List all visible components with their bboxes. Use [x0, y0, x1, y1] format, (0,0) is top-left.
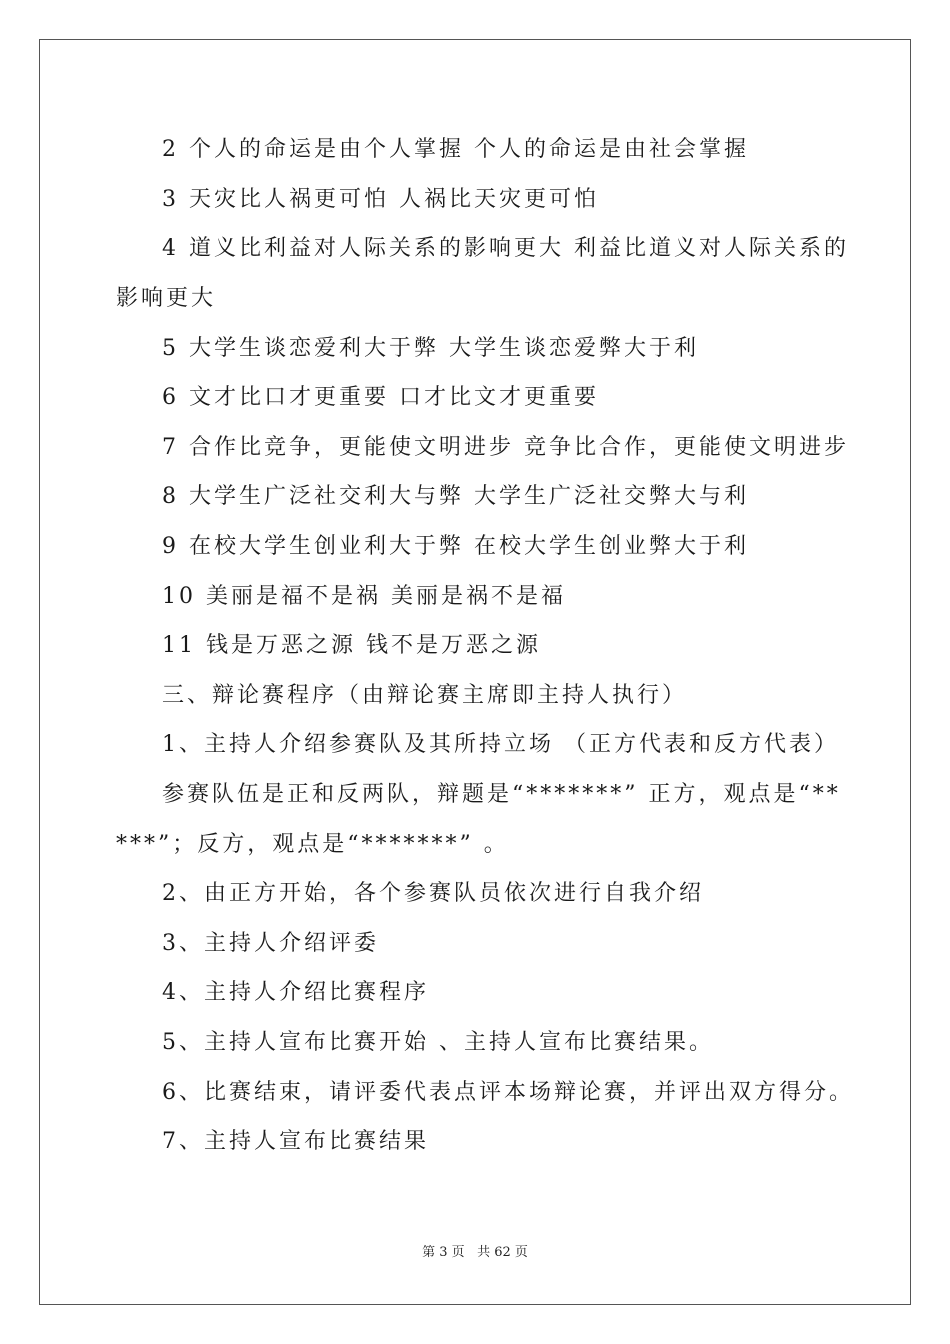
text-line-20: 6、比赛结束，请评委代表点评本场辩论赛，并评出双方得分。: [162, 1080, 854, 1105]
text-line-14: 参赛队伍是正和反两队，辩题是“*******” 正方，观点是“**: [162, 782, 841, 807]
text-line-7: 7 合作比竞争，更能使文明进步 竞争比合作，更能使文明进步: [162, 435, 849, 460]
text-line-5: 5 大学生谈恋爱利大于弊 大学生谈恋爱弊大于利: [162, 336, 699, 361]
text-line-15: ***”；反方，观点是“*******” 。: [116, 832, 509, 857]
text-line-16: 2、由正方开始，各个参赛队员依次进行自我介绍: [162, 881, 704, 906]
page-total: 共 62 页: [477, 1245, 528, 1260]
text-line-19: 5、主持人宣布比赛开始 、主持人宣布比赛结果。: [162, 1030, 714, 1055]
text-line-21: 7、主持人宣布比赛结果: [162, 1129, 429, 1154]
text-line-18: 4、主持人介绍比赛程序: [162, 980, 429, 1005]
text-line-8: 8 大学生广泛社交利大与弊 大学生广泛社交弊大与利: [162, 484, 749, 509]
text-line-6: 6 文才比口才更重要 口才比文才更重要: [162, 385, 599, 410]
section-heading: 三、辩论赛程序（由辩论赛主席即主持人执行）: [162, 683, 688, 708]
text-line-1: 2 个人的命运是由个人掌握 个人的命运是由社会掌握: [162, 137, 749, 162]
text-line-2: 3 天灾比人祸更可怕 人祸比天灾更可怕: [162, 187, 599, 212]
text-line-17: 3、主持人介绍评委: [162, 931, 379, 956]
page-number: 第 3 页: [422, 1245, 465, 1260]
text-line-4: 影响更大: [116, 286, 217, 311]
page-border: [39, 39, 911, 1305]
text-line-9: 9 在校大学生创业利大于弊 在校大学生创业弊大于利: [162, 534, 749, 559]
page-footer: [0, 1244, 950, 1262]
text-line-11: 11 钱是万恶之源 钱不是万恶之源: [162, 633, 541, 658]
text-line-10: 10 美丽是福不是祸 美丽是祸不是福: [162, 584, 566, 609]
text-line-3: 4 道义比利益对人际关系的影响更大 利益比道义对人际关系的: [162, 236, 849, 261]
text-line-13: 1、主持人介绍参赛队及其所持立场 （正方代表和反方代表）: [162, 732, 839, 757]
